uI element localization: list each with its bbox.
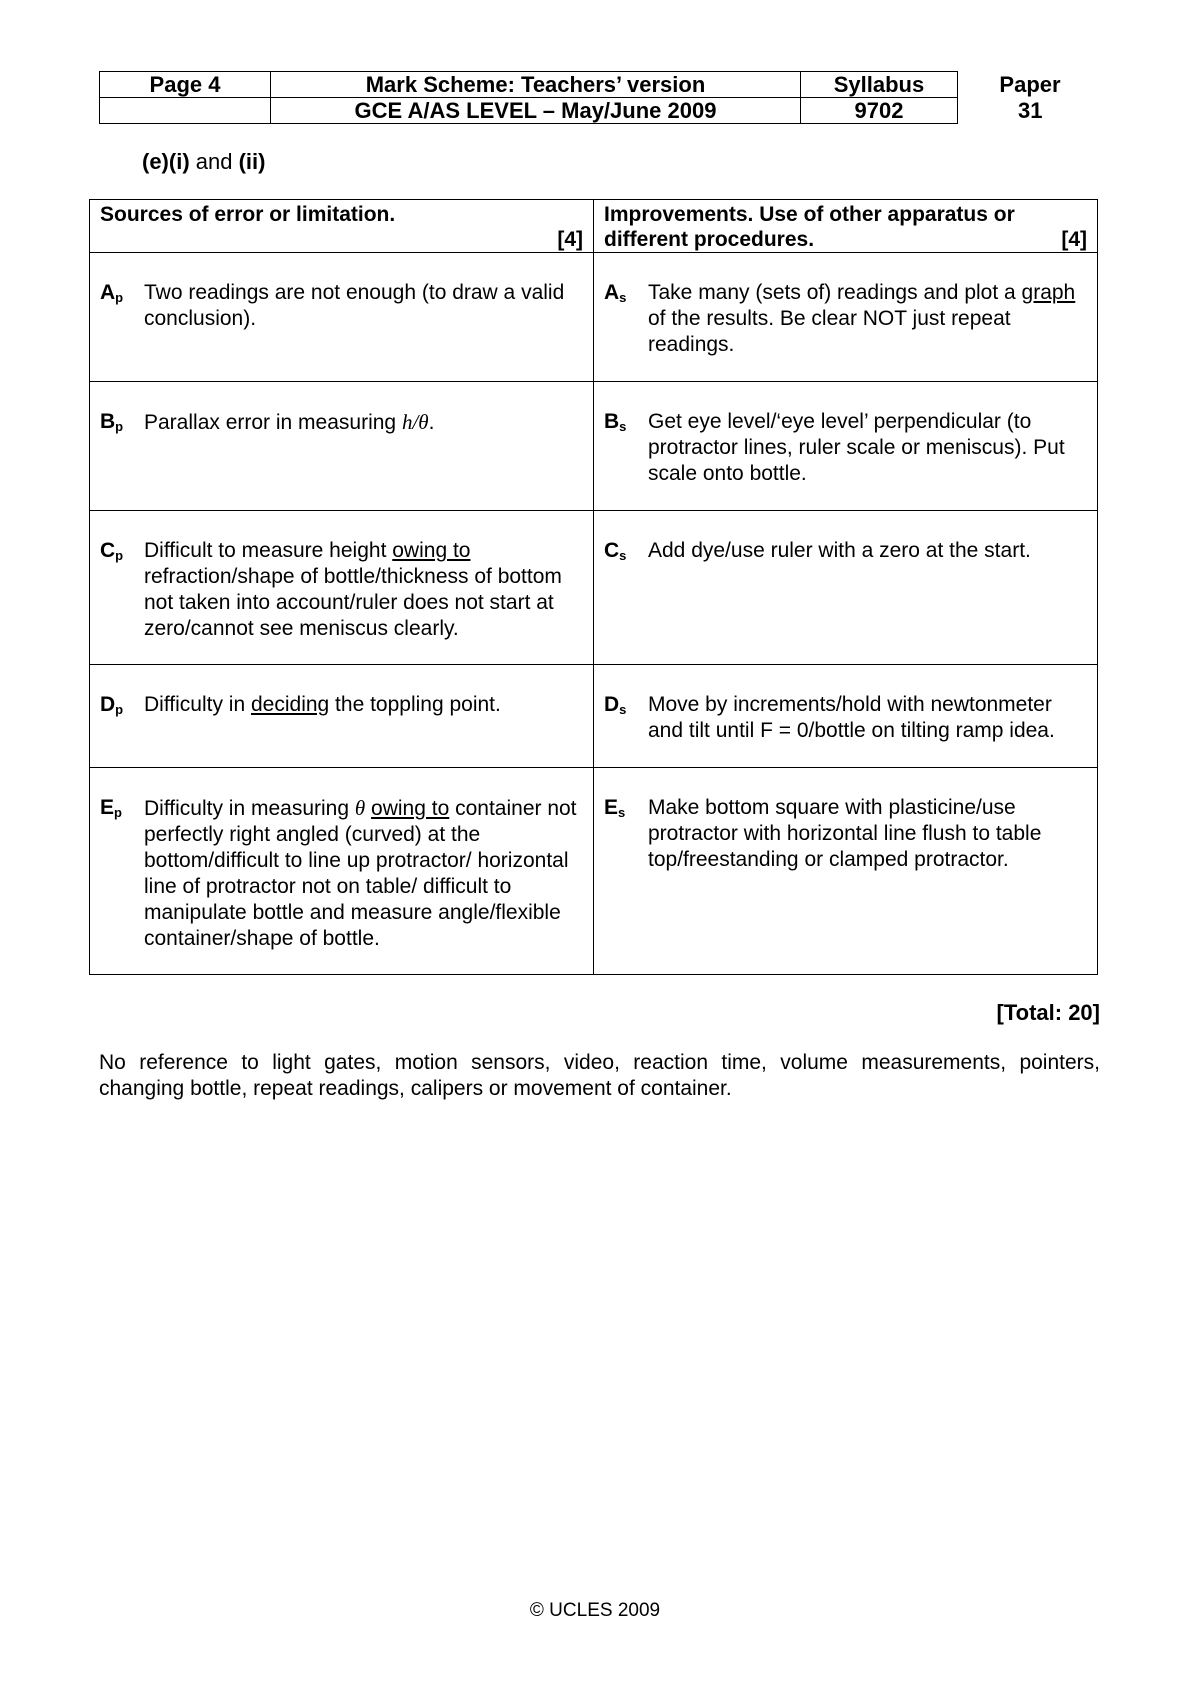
row-text: Get eye level/‘eye level’ perpendicular (to protractor lines, ruler scale or meniscus). Put scale onto bottle. [648,410,1065,485]
paper-label: Paper [999,72,1061,97]
table-row [90,382,1098,511]
table-row [90,511,1098,665]
sources-header-cell [90,200,594,253]
question-part-label [142,149,265,175]
row-d-source [90,665,594,768]
row-text: Difficulty in deciding the toppling point. [144,693,501,716]
syllabus-label: Syllabus [801,72,958,98]
row-text: Move by increments/hold with newtonmeter and tilt until F = 0/bottle on tilting ramp idea. [648,693,1055,742]
table-row [90,768,1098,975]
part-e-i: (e)(i) [142,149,190,174]
row-code: $E_p$ [100,796,122,820]
page-header-table [99,71,1103,124]
row-e-improvement [594,768,1098,975]
error-improvement-table [89,199,1098,975]
row-code: $C_s$ [604,539,627,563]
row-c-source [90,511,594,665]
table-row [90,665,1098,768]
row-code: $A_s$ [604,281,627,305]
empty-header-cell [100,98,271,124]
row-a-improvement [594,253,1098,382]
part-ii: (ii) [238,149,266,174]
row-b-improvement [594,382,1098,511]
and-text: and [189,149,239,174]
sources-marks: [4] [557,228,583,251]
row-code: $D_s$ [604,693,627,717]
sources-header: Sources of error or limitation. [100,203,396,226]
improvements-marks: [4] [1061,228,1087,251]
row-code: $B_p$ [100,410,124,434]
row-a-source [90,253,594,382]
improvements-header: Improvements. Use of other apparatus or different procedures. [604,203,1015,251]
row-text: Difficult to measure height owing to refraction/shape of bottle/thickness of bottom not taken into account/ruler does not start at zero/cannot see meniscus clearly. [144,539,562,640]
row-code: $B_s$ [604,410,627,434]
row-code: $E_s$ [604,796,626,820]
row-e-source [90,768,594,975]
exam-session: GCE A/AS LEVEL – May/June 2009 [271,98,801,124]
page-number: Page 4 [100,72,271,98]
table-row [90,253,1098,382]
total-marks: [Total: 20] [996,1000,1100,1025]
copyright-footer: © UCLES 2009 [529,1600,661,1621]
row-text: Difficulty in measuring θ owing to container not perfectly right angled (curved) at the bottom/difficult to line up protractor/ horizontal line of protractor not on table/ difficult to manipulate bottle and measure angle/flexible container/shape of bottle. [144,796,577,950]
examiner-note: No reference to light gates, motion sensors, video, reaction time, volume measurements, pointers, changing bottle, repeat readings, calipers or movement of container. [99,1051,1100,1100]
row-d-improvement [594,665,1098,768]
row-text: Add dye/use ruler with a zero at the start. [648,539,1031,562]
row-code: $A_p$ [100,281,124,305]
syllabus-code: 9702 [801,98,958,124]
improvements-header-cell [594,200,1098,253]
row-code: $C_p$ [100,539,124,563]
paper-number: 31 [1018,98,1043,123]
row-code: $D_p$ [100,693,124,717]
row-text: Two readings are not enough (to draw a valid conclusion). [144,281,565,330]
document-title: Mark Scheme: Teachers’ version [271,72,801,98]
row-b-source [90,382,594,511]
row-c-improvement [594,511,1098,665]
row-text: Parallax error in measuring h/θ. [144,410,435,434]
row-text: Take many (sets of) readings and plot a graph of the results. Be clear NOT just repeat readings. [648,281,1076,356]
row-text: Make bottom square with plasticine/use protractor with horizontal line flush to table top/freestanding or clamped protractor. [648,796,1042,871]
